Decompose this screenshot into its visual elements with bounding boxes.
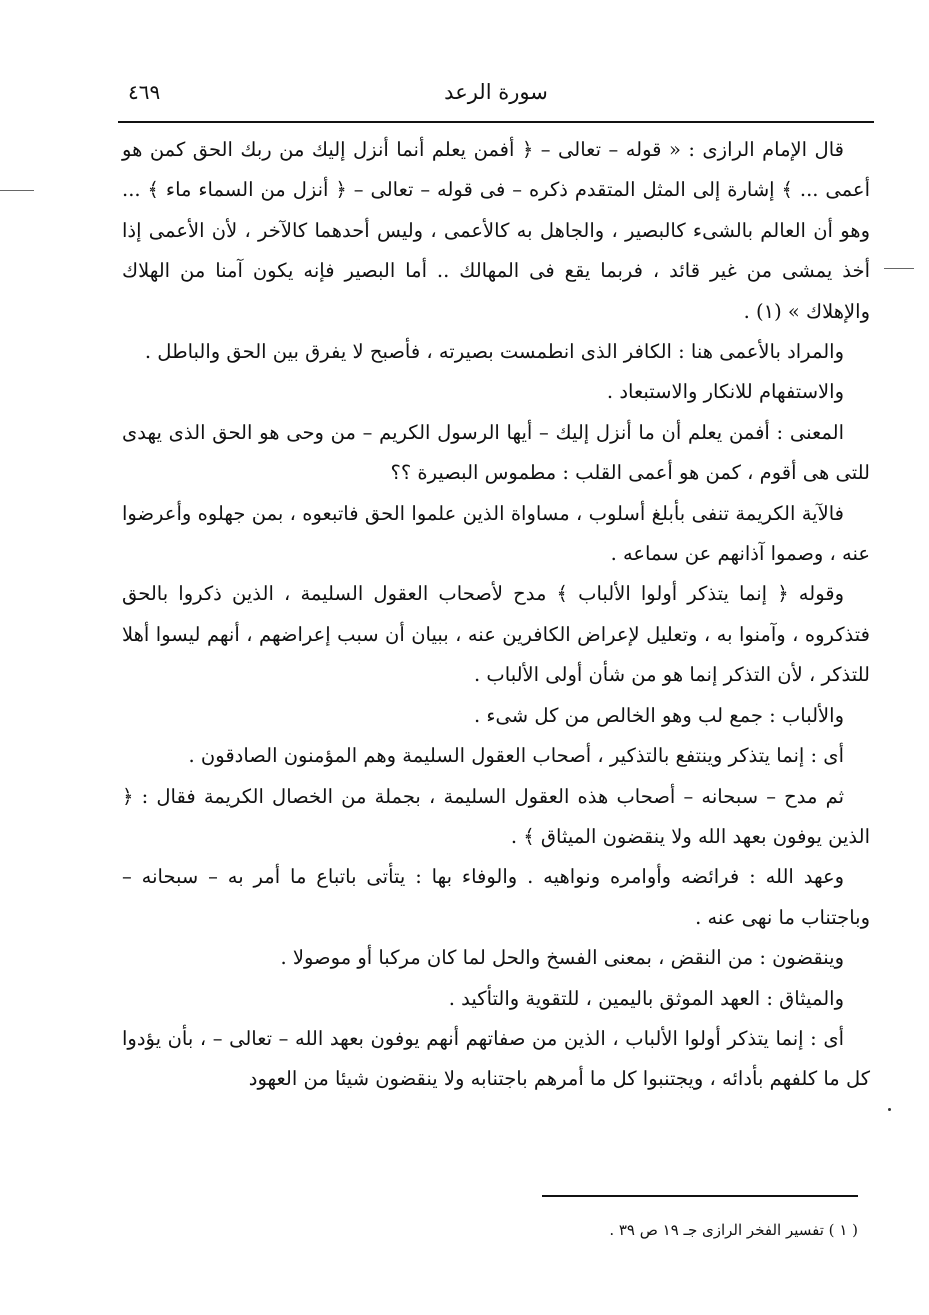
scan-edge-mark-left: [0, 190, 34, 191]
paragraph-razi-quote: قال الإمام الرازى : « قوله – تعالى – ﴿ أفمن يعلم أنما أنزل إليك من ربك الحق كمن هو أعمى ... ﴾ إشارة إلى المثل المتقدم ذكره – فى قوله – تعالى – ﴿ أنزل من السماء ماء ﴾ ... وهو أن العالم بالشىء كالبصير ، والجاهل به كالأعمى ، وليس أحدهما كالآخر ، لأن الأعمى إذا أخذ يمشى من غير قائد ، فربما يقع فى المهالك .. أما البصير فإنه يكون آمنا من الهلاك والإهلاك » (١) .: [122, 138, 870, 323]
scan-speck: [888, 1108, 891, 1111]
paragraph-albab-definition: والألباب : جمع لب وهو الخالص من كل شىء .: [473, 703, 844, 727]
page-header: [118, 76, 874, 116]
surah-title: سورة الرعد: [444, 80, 548, 104]
paragraph-praise: ثم مدح – سبحانه – أصحاب هذه العقول السليمة ، بجملة من الخصال الكريمة فقال : ﴿ الذين يوفون بعهد الله ولا ينقضون الميثاق ﴾ .: [122, 784, 870, 848]
paragraph-blind-meaning: والمراد بالأعمى هنا : الكافر الذى انطمست بصيرته ، فأصبح لا يفرق بين الحق والباطل .: [144, 340, 844, 364]
paragraph-breaking: وينقضون : من النقض ، بمعنى الفسخ والحل لما كان مركبا أو موصولا .: [280, 946, 844, 970]
footnote: ( ١ ) تفسير الفخر الرازى جـ ١٩ ص ٣٩ .: [609, 1221, 858, 1239]
footnote-rule: [542, 1195, 858, 1197]
paragraph-verse-negation: فالآية الكريمة تنفى بأبلغ أسلوب ، مساواة الذين علموا الحق فاتبعوه ، بمن جهلوه وأعرضوا عنه ، وصموا آذانهم عن سماعه .: [122, 501, 870, 566]
paragraph-covenant: وعهد الله : فرائضه وأوامره ونواهيه . والوفاء بها : يتأتى باتباع ما أمر به – سبحانه – وباجتناب ما نهى عنه .: [122, 865, 870, 929]
paragraph-people-of-understanding: وقوله ﴿ إنما يتذكر أولوا الألباب ﴾ مدح لأصحاب العقول السليمة ، الذين ذكروا بالحق فتذكروه ، وآمنوا به ، وتعليل لإعراض الكافرين عنه ، ببيان أن سبب إعراضهم ، أنهم ليسوا أهلا للتذكر ، لأن التذكر إنما هو من شأن أولى الألباب .: [122, 582, 870, 687]
header-rule: [118, 121, 874, 123]
scan-edge-mark-right: [884, 268, 914, 269]
paragraph-interrogative: والاستفهام للانكار والاستبعاد .: [606, 380, 844, 404]
paragraph-summary: أى : إنما يتذكر أولوا الألباب ، الذين من صفاتهم أنهم يوفون بعهد الله – تعالى – ، بأن يؤدوا كل ما كلفهم بأدائه ، ويجتنبوا كل ما أمرهم باجتنابه ولا ينقضون شيئا من العهود: [122, 1026, 870, 1091]
page-number: ٤٦٩: [128, 80, 161, 104]
paragraph-explanation: أى : إنما يتذكر وينتفع بالتذكير ، أصحاب العقول السليمة وهم المؤمنون الصادقون .: [188, 744, 844, 768]
paragraph-meaning: المعنى : أفمن يعلم أن ما أنزل إليك – أيها الرسول الكريم – من وحى هو الحق الذى يهدى للتى هى أقوم ، كمن هو أعمى القلب : مطموس البصيرة ؟؟: [122, 420, 870, 485]
paragraph-mithaq: والميثاق : العهد الموثق باليمين ، للتقوية والتأكيد .: [448, 986, 844, 1010]
main-text: [122, 130, 870, 1100]
